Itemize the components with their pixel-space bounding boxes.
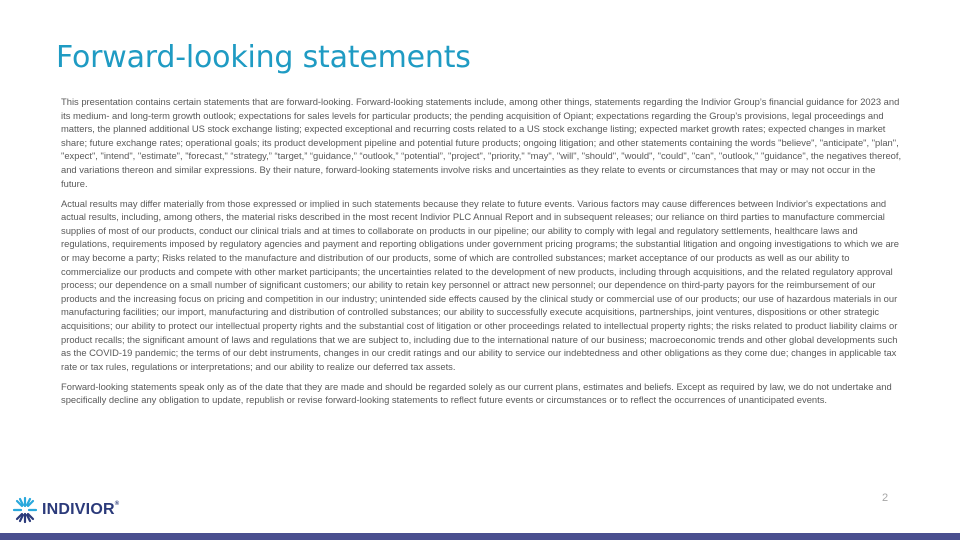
registered-mark: ® bbox=[114, 501, 120, 507]
logo-text: INDIVIOR bbox=[42, 501, 115, 518]
disclaimer-body bbox=[61, 95, 903, 414]
paragraph-no-update: Forward-looking statements speak only as of the date that they are made and should be regarded solely as our current plans, estimates and beliefs. Except as required by law, we do not undertake and specifically decline any obligation to update, republish or revise forward-looking statements to reflect future events or circumstances or to reflect the occurrences of unanticipated events. bbox=[61, 380, 892, 406]
footer-bar bbox=[0, 533, 960, 540]
paragraph-intro: This presentation contains certain statements that are forward-looking. Forward-looking statements include, among other things, statements regarding the Indivior Group’s financial guidance for 2023 and its medium- and long-term growth outlook; expectations for sales levels for particular products; the pending acquisition of Opiant; expectations regarding the Group's provisions, legal proceedings and matters, the planned additional US stock exchange listing; expected exceptional and recurring costs related to a US stock exchange listing; expected market growth rates; expected changes in market share; future exchange rates; operational goals; its product development pipeline and potential future products; ongoing litigation; and other statements containing the words "believe", "anticipate", "plan", "expect", "intend", "estimate", "forecast," “strategy,” “target,” “guidance,” “outlook,” “potential”, "project", "priority," "may", "will", "should", "would", "could", "can", "outlook," "guidance", the negatives thereof, and variations thereon and similar expressions. By their nature, forward-looking statements involve risks and uncertainties as they relate to events or circumstances that may or may not occur in the future. bbox=[61, 96, 902, 189]
slide-title: Forward-looking statements bbox=[56, 40, 471, 75]
paragraph-risk-factors: Actual results may differ materially from those expressed or implied in such statements because they relate to future events. Various factors may cause differences between Indivior's expectations and actual results, including, among others, the material risks described in the most recent Indivior PLC Annual Report and in subsequent releases; our reliance on third parties to manufacture commercial supplies of most of our products, conduct our clinical trials and at times to collaborate on products in our pipeline; our ability to comply with legal and regulatory settlements, healthcare laws and regulations, requirements imposed by regulatory agencies and payment and reporting obligations under government pricing programs; the substantial litigation and ongoing investigations to which we are or may become a party; Risks related to the manufacture and distribution of our products, some of which are controlled substances; market acceptance of our products as well as our ability to commercialize our products and compete with other market participants; the uncertainties related to the development of new products, including through acquisitions, and the related regulatory approval process; our dependence on a small number of significant customers; our ability to retain key personnel or attract new personnel; our dependence on third-party payors for the reimbursement of our products and the increasing focus on pricing and competition in our industry; unintended side effects caused by the clinical study or commercial use of our products; our use of hazardous materials in our manufacturing facilities; our import, manufacturing and distribution of controlled substances; our ability to successfully execute acquisitions, partnerships, joint ventures, dispositions or other strategic acquisitions; our ability to protect our intellectual property rights and the substantial cost of litigation or other proceedings related to intellectual property rights; the risks related to product liability claims or product recalls; the significant amount of laws and regulations that we are subject to, including due to the international nature of our business; macroeconomic trends and other global developments such as the COVID-19 pandemic; the terms of our debt instruments, changes in our credit ratings and our ability to service our indebtedness and other obligations as they come due; changes in applicable tax rate or tax rules, regulations or interpretations; and our ability to realize our deferred tax assets. bbox=[61, 197, 899, 372]
page-number: 2 bbox=[882, 492, 889, 504]
logo-wordmark bbox=[42, 501, 119, 519]
company-logo bbox=[12, 495, 119, 525]
indivior-asterisk-icon bbox=[12, 496, 38, 524]
